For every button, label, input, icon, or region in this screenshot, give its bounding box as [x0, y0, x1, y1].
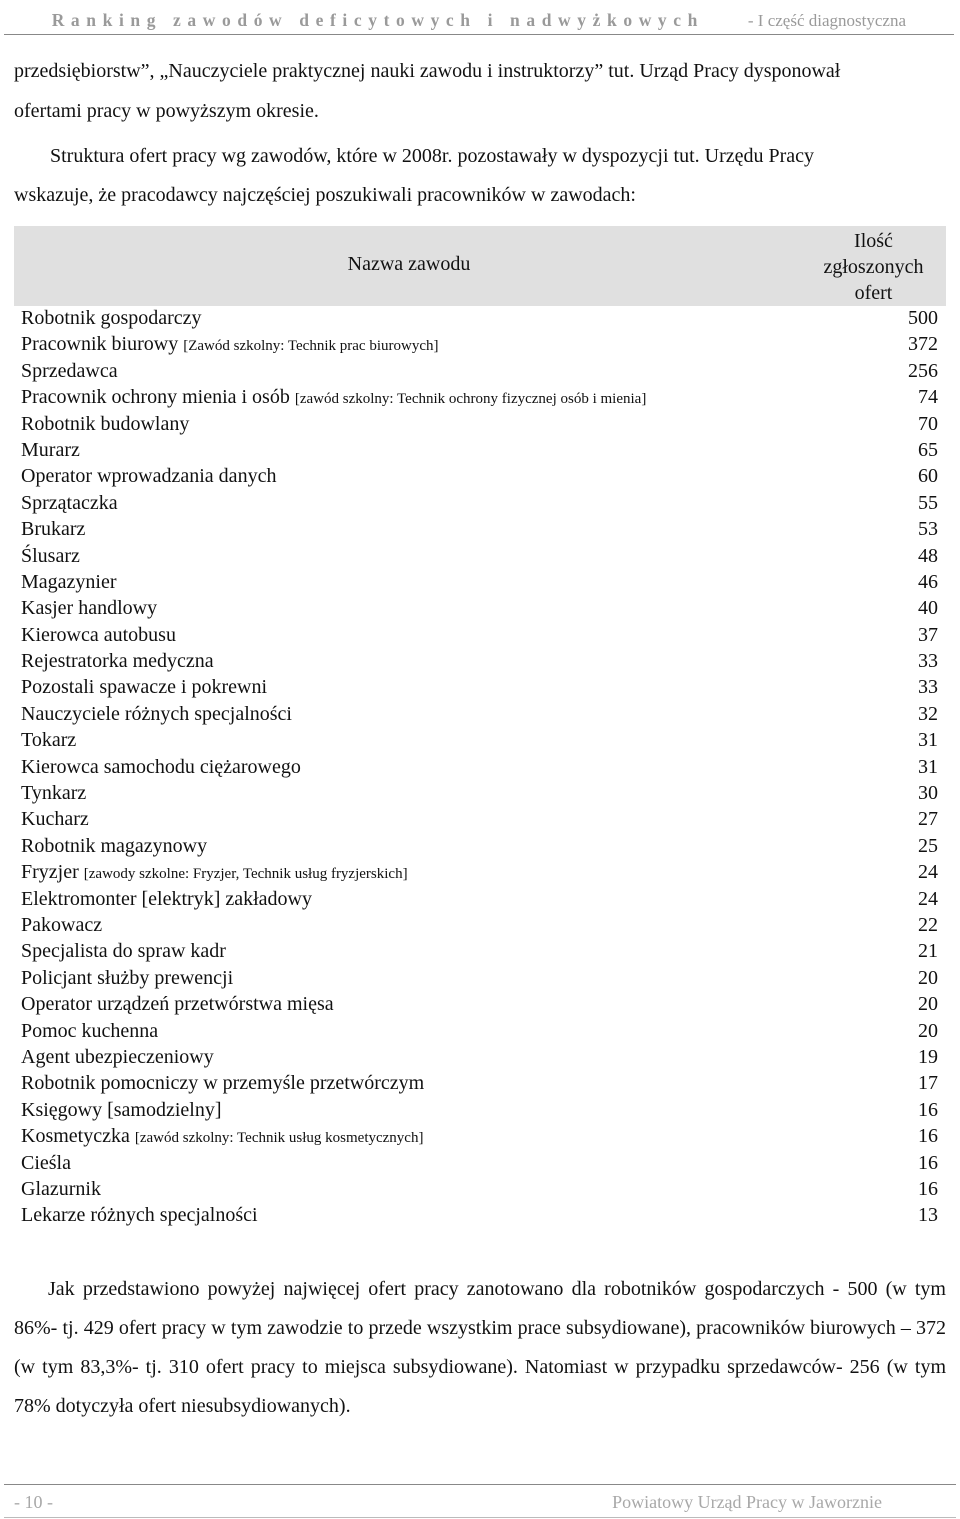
page-footer: [4, 1484, 956, 1518]
occupation-label: Murarz: [21, 438, 80, 461]
occupation-label: Cieśla: [21, 1151, 71, 1174]
table-row: [14, 359, 946, 385]
table-row: [14, 544, 946, 570]
footer-organization: Powiatowy Urząd Pracy w Jaworznie: [612, 1492, 882, 1512]
table-row: [14, 1203, 946, 1229]
occupation-label: Sprzątaczka: [21, 491, 118, 514]
offer-count: 31: [918, 729, 938, 752]
offer-count: 16: [918, 1125, 938, 1148]
offer-count: 74: [918, 386, 938, 409]
offer-count: 20: [918, 1019, 938, 1042]
occupation-label: Kierowca samochodu ciężarowego: [21, 755, 301, 778]
occupation-label: Kucharz: [21, 808, 89, 831]
offer-count: 25: [918, 834, 938, 857]
offer-count: 13: [918, 1204, 938, 1227]
table-header: [14, 226, 946, 306]
occupation-label: Tokarz: [21, 729, 77, 752]
table-row: [14, 860, 946, 886]
occupation-label: Elektromonter [elektryk] zakładowy: [21, 887, 312, 910]
occupation-label: Nauczyciele różnych specjalności: [21, 702, 292, 725]
offer-count: 37: [918, 623, 938, 646]
offer-count: 55: [918, 491, 938, 514]
offer-count: 372: [908, 333, 938, 356]
table-row: [14, 332, 946, 358]
offer-count: 17: [918, 1072, 938, 1095]
offer-count: 500: [908, 307, 938, 329]
occupation-label: Tynkarz: [21, 782, 87, 805]
offer-count: 40: [918, 597, 938, 620]
offer-count: 33: [918, 650, 938, 673]
occupation-name: [21, 624, 176, 647]
table-row: [14, 1151, 946, 1177]
table-row: [14, 306, 946, 332]
intro-line-2: ofertami pracy w powyższym okresie.: [14, 100, 319, 122]
offer-count: 60: [918, 465, 938, 488]
occupation-label: Kosmetyczka: [21, 1125, 130, 1148]
table-row: [14, 385, 946, 411]
occupation-name: [21, 518, 85, 541]
table-row: [14, 1045, 946, 1071]
occupation-name: [21, 940, 226, 963]
table-row: [14, 1019, 946, 1045]
occupation-label: Operator urządzeń przetwórstwa mięsa: [21, 993, 334, 1016]
column-header-name: Nazwa zawodu: [347, 253, 471, 275]
table-row: [14, 464, 946, 490]
occupation-name: [21, 808, 89, 831]
occupation-name: [21, 1020, 158, 1043]
table-row: [14, 1071, 946, 1097]
offer-count: 32: [918, 702, 938, 725]
occupation-label: Pracownik ochrony mienia i osób: [21, 386, 290, 409]
offer-count: 21: [918, 940, 938, 963]
occupation-name: [21, 914, 102, 937]
occupation-label: Pozostali spawacze i pokrewni: [21, 676, 268, 699]
table-row: [14, 623, 946, 649]
occupation-name: [21, 650, 214, 673]
table-row: [14, 702, 946, 728]
occupation-name: [21, 703, 292, 726]
school-occupation-note: [zawód szkolny: Technik usług kosmetycznych]: [134, 1130, 424, 1147]
offer-count: 46: [918, 570, 938, 593]
table-row: [14, 491, 946, 517]
occupation-label: Policjant służby prewencji: [21, 966, 234, 989]
table-row: [14, 1177, 946, 1203]
table-row: [14, 596, 946, 622]
occupation-label: Sprzedawca: [21, 359, 118, 382]
occupation-label: Robotnik gospodarczy: [21, 307, 202, 329]
occupation-label: Kierowca autobusu: [21, 623, 176, 646]
page-number: - 10 -: [14, 1492, 53, 1512]
offer-count: 16: [918, 1177, 938, 1200]
offer-count: 22: [918, 913, 938, 936]
table-row: [14, 992, 946, 1018]
occupation-name: [21, 413, 189, 436]
intro-line-1: przedsiębiorstw”, „Nauczyciele praktycznej nauki zawodu i instruktorzy” tut. Urząd Pracy dysponował: [14, 60, 841, 82]
occupation-label: Kasjer handlowy: [21, 597, 158, 620]
table-row: [14, 755, 946, 781]
offer-count: 53: [918, 518, 938, 541]
school-occupation-note: [Zawód szkolny: Technik prac biurowych]: [183, 338, 439, 355]
table-row: [14, 517, 946, 543]
offer-count: 70: [918, 412, 938, 435]
page-header: [4, 2, 954, 35]
occupation-name: [21, 1152, 71, 1175]
occupation-name: [21, 492, 118, 515]
occupation-label: Fryzjer: [21, 861, 79, 884]
offer-count: 65: [918, 438, 938, 461]
occupation-label: Lekarze różnych specjalności: [21, 1204, 258, 1227]
occupation-label: Pracownik biurowy: [21, 333, 179, 356]
table-row: [14, 649, 946, 675]
offer-count: 30: [918, 782, 938, 805]
occupation-label: Rejestratorka medyczna: [21, 650, 214, 673]
table-row: [14, 807, 946, 833]
occupation-name: [21, 439, 80, 462]
occupation-label: Brukarz: [21, 518, 86, 541]
offer-count: 31: [918, 755, 938, 778]
offer-count: 16: [918, 1098, 938, 1121]
table-row: [14, 834, 946, 860]
summary-text: Jak przedstawiono powyżej najwięcej ofert pracy zanotowano dla robotników gospodarczych - 500 (w tym 86%- tj. 429 ofert pracy w tym zawodzie to przede wszystkim prace subsydiowane), pracowników biurowych – 372 (w tym 83,3%- tj. 310 ofert pracy to miejsca subsydiowane). Natomiast w przypadku sprzedawców- 256 (w tym 78% dotyczyła ofert niesubsydiowanych).: [14, 1278, 946, 1417]
occupation-name: [21, 782, 86, 805]
occupation-name: [21, 360, 118, 383]
school-occupation-note: [zawód szkolny: Technik ochrony fizycznej osób i mienia]: [294, 391, 647, 408]
offer-count: 16: [918, 1151, 938, 1174]
occupation-label: Księgowy [samodzielny]: [21, 1098, 222, 1121]
occupation-name: [21, 729, 76, 752]
table-row: [14, 913, 946, 939]
occupation-name: [21, 1099, 222, 1122]
occupations-table: [14, 226, 946, 1230]
occupation-name: [21, 307, 202, 330]
offer-count: 27: [918, 808, 938, 831]
offer-count: 20: [918, 966, 938, 989]
occupation-name: [21, 888, 312, 911]
occupation-label: Robotnik magazynowy: [21, 834, 208, 857]
intro-line-4: wskazuje, że pracodawcy najczęściej poszukiwali pracowników w zawodach:: [14, 184, 636, 206]
column-header-count: Ilość zgłoszonych ofert: [823, 230, 924, 304]
header-title-text: Ranking zawodów deficytowych i nadwyżkowych: [51, 10, 704, 30]
occupation-name: [21, 1178, 101, 1201]
occupation-name: [21, 386, 646, 409]
occupation-name: [21, 545, 80, 568]
occupation-name: [21, 597, 157, 620]
occupation-label: Agent ubezpieczeniowy: [21, 1045, 214, 1068]
school-occupation-note: [zawody szkolne: Fryzjer, Technik usług fryzjerskich]: [83, 866, 408, 883]
occupation-label: Robotnik pomocniczy w przemyśle przetwórczym: [21, 1072, 425, 1095]
table-body: [14, 306, 946, 1230]
occupation-label: Operator wprowadzania danych: [21, 465, 277, 488]
table-row: [14, 1098, 946, 1124]
occupation-name: [21, 993, 334, 1016]
offer-count: 48: [918, 544, 938, 567]
occupation-name: [21, 676, 267, 699]
offer-count: 24: [918, 861, 938, 884]
offer-count: 33: [918, 676, 938, 699]
occupation-name: [21, 756, 301, 779]
occupation-name: [21, 835, 207, 858]
header-title: [52, 10, 704, 31]
occupation-label: Pakowacz: [21, 913, 103, 936]
offer-count: 24: [918, 887, 938, 910]
table-row: [14, 675, 946, 701]
offer-count: 256: [908, 359, 938, 382]
occupation-label: Specjalista do spraw kadr: [21, 940, 226, 963]
table-row: [14, 1124, 946, 1150]
occupation-label: Ślusarz: [21, 544, 80, 567]
table-row: [14, 438, 946, 464]
offer-count: 20: [918, 993, 938, 1016]
occupation-name: [21, 571, 117, 594]
occupation-label: Glazurnik: [21, 1177, 101, 1200]
summary-paragraph: [14, 1270, 946, 1426]
occupation-name: [21, 1125, 423, 1148]
table-row: [14, 966, 946, 992]
table-row: [14, 412, 946, 438]
occupation-name: [21, 1046, 214, 1069]
table-row: [14, 728, 946, 754]
intro-line-3: Struktura ofert pracy wg zawodów, które w 2008r. pozostawały w dyspozycji tut. Urzędu Pracy: [50, 145, 815, 167]
occupation-name: [21, 861, 408, 884]
occupation-label: Pomoc kuchenna: [21, 1019, 159, 1042]
table-row: [14, 887, 946, 913]
table-row: [14, 781, 946, 807]
offer-count: 19: [918, 1045, 938, 1068]
occupation-name: [21, 333, 438, 356]
occupation-name: [21, 967, 233, 990]
table-row: [14, 570, 946, 596]
occupation-label: Robotnik budowlany: [21, 412, 190, 435]
occupation-name: [21, 465, 276, 488]
table-row: [14, 939, 946, 965]
occupation-name: [21, 1072, 424, 1095]
occupation-label: Magazynier: [21, 570, 117, 593]
header-subtitle: - I część diagnostyczna: [747, 11, 906, 30]
occupation-name: [21, 1204, 258, 1227]
